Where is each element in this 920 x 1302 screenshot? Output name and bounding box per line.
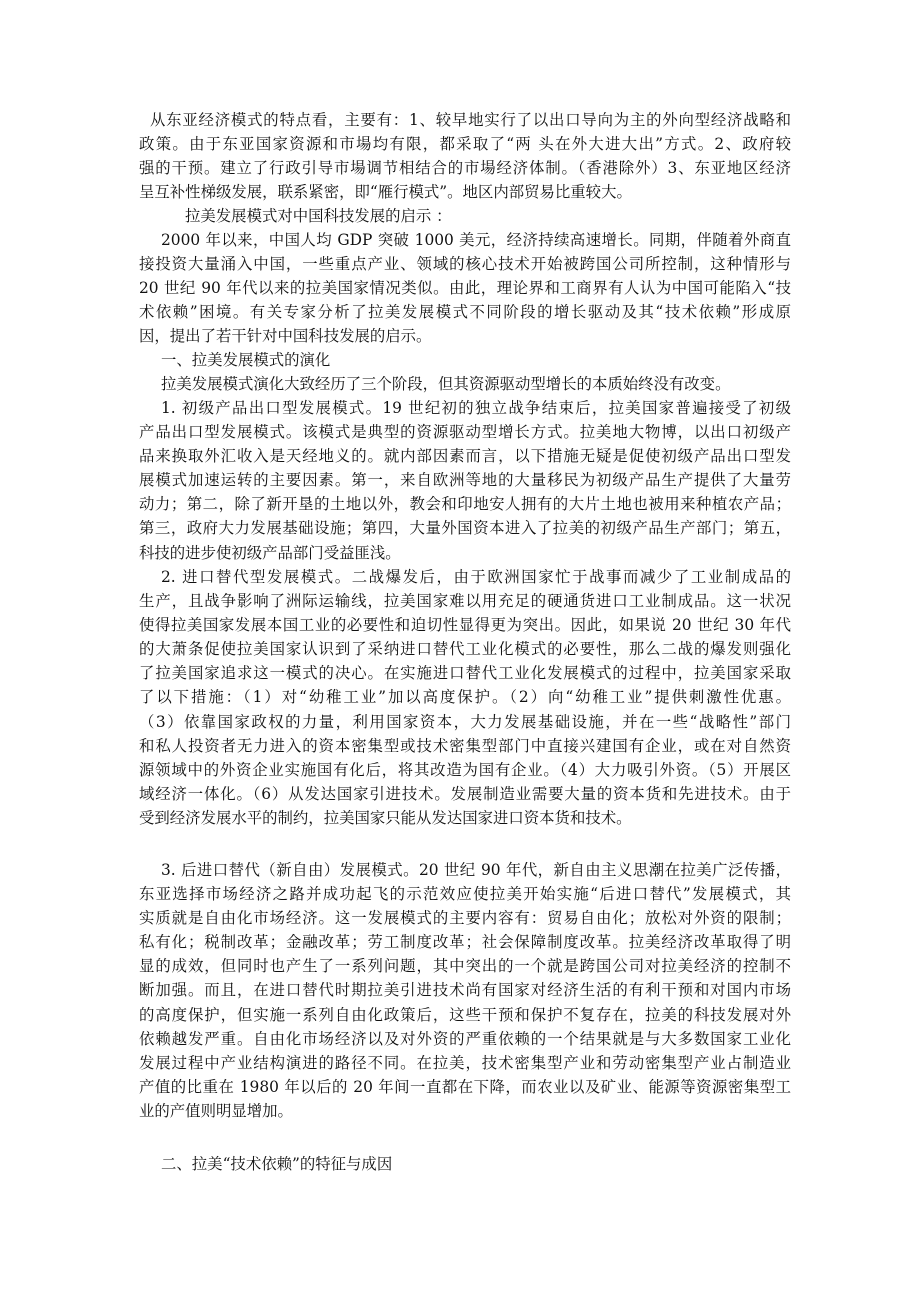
text-line: 生产，且战争影响了洲际运输线，拉美国家难以用充足的硬通货进口工业制成品。这一状况 — [139, 592, 791, 611]
text-line: 依赖越发严重。自由化市场经济以及对外资的严重依赖的一个结果就是与大多数国家工业化 — [139, 1029, 791, 1048]
text-line: 和私人投资者无力进入的资本密集型或技术密集型部门中直接兴建国有企业，或在对自然资 — [139, 736, 791, 755]
text-line: 发展过程中产业结构演进的路径不同。在拉美，技术密集型产业和劳动密集型产业占制造业 — [139, 1053, 791, 1072]
text-line: 一、拉美发展模式的演化 — [161, 351, 331, 369]
text-line: 2. 进口替代型发展模式。二战爆发后，由于欧洲国家忙于战事而减少了工业制成品的 — [161, 568, 791, 586]
text-line: 科技的进步使初级产品部门受益匪浅。 — [139, 543, 401, 562]
section-heading-inspiration — [139, 204, 791, 228]
text-line: 东亚选择市场经济之路并成功起飞的示范效应使拉美开始实施“后进口替代”发展模式，其 — [139, 885, 791, 904]
text-line: 拉美发展模式对中国科技发展的启示 ： — [185, 207, 452, 225]
section-heading-2 — [139, 1152, 791, 1176]
paragraph-intro — [139, 228, 791, 348]
text-line: 了拉美国家追求这一模式的决心。在实施进口替代工业化发展模式的过程中，拉美国家采取 — [139, 664, 791, 683]
text-line: 从东亚经济模式的特点看，主要有：1、较早地实行了以出口导向为主的外向型经济战略和 — [150, 111, 791, 129]
paragraph-evolution-summary — [139, 372, 791, 396]
text-line: 实质就是自由化市场经济。这一发展模式的主要内容有：贸易自由化；放松对外资的限制； — [139, 909, 791, 928]
paragraph-east-asia-model — [139, 108, 791, 204]
text-line: 术依赖”困境。有关专家分析了拉美发展模式不同阶段的增长驱动及其“技术依赖”形成原 — [139, 303, 791, 322]
text-line: 产值的比重在 1980 年以后的 20 年间一直都在下降，而农业以及矿业、能源等资源密集型工 — [139, 1077, 791, 1096]
text-line: 强的干预。建立了行政引导市場调节相结合的市場经济体制。（香港除外）3、东亚地区经济 — [139, 159, 791, 178]
text-line: 拉美发展模式演化大致经历了三个阶段，但其资源驱动型增长的本质始终没有改变。 — [161, 375, 731, 393]
text-line: 动力；第二，除了新开垦的土地以外，教会和印地安人拥有的大片土地也被用来种植农产品； — [139, 495, 791, 514]
text-line: 使得拉美国家发展本国工业的必要性和迫切性显得更为突出。因此，如果说 20 世纪 30 年代 — [139, 616, 791, 635]
text-line: 接投资大量涌入中国，一些重点产业、领域的核心技术开始被跨国公司所控制，这种情形与 — [139, 255, 791, 274]
text-line: 的高度保护，但实施一系列自由化政策后，这些干预和保护不复存在，拉美的科技发展对外 — [139, 1005, 791, 1024]
text-line: 业的产值则明显增加。 — [139, 1101, 293, 1120]
text-line: 产品出口型发展模式。该模式是典型的资源驱动型增长方式。拉美地大物博，以出口初级产 — [139, 423, 791, 442]
text-line: 3. 后进口替代（新自由）发展模式。20 世纪 90 年代，新自由主义思潮在拉美广泛传播， — [161, 861, 791, 879]
text-line: 第三，政府大力发展基础设施；第四，大量外国资本进入了拉美的初级产品生产部门；第五， — [139, 519, 791, 538]
text-line: 呈互补性梯级发展，联系紧密，即“雁行模式”。地区内部贸易比重较大。 — [139, 183, 632, 202]
text-line: 域经济一体化。（6）从发达国家引进技术。发展制造业需要大量的资本货和先进技术。由于 — [139, 784, 791, 803]
text-line: 二、拉美“技术依赖”的特征与成因 — [161, 1155, 393, 1173]
text-line: 展模式加速运转的主要因素。第一，来自欧洲等地的大量移民为初级产品生产提供了大量劳 — [139, 471, 791, 490]
paragraph-primary-export-model — [139, 396, 791, 565]
text-line: 受到经济发展水平的制约，拉美国家只能从发达国家进口资本货和技术。 — [139, 808, 632, 827]
text-line: （3）依靠国家政权的力量，利用国家资本，大力发展基础设施，并在一些“战略性”部门 — [139, 712, 791, 731]
text-line: 政策。由于东亚国家资源和市場均有限，都采取了“两 头在外大进大出”方式。2、政府较 — [139, 135, 791, 154]
text-line: 1. 初级产品出口型发展模式。19 世纪初的独立战争结束后，拉美国家普遍接受了初级 — [161, 399, 791, 417]
text-line: 显的成效，但同时也产生了一系列问题，其中突出的一个就是跨国公司对拉美经济的控制不 — [139, 957, 791, 976]
text-line: 因，提出了若干针对中国科技发展的启示。 — [139, 327, 432, 346]
text-line: 20 世纪 90 年代以来的拉美国家情况类似。由此，理论界和工商界有人认为中国可能陷入“技 — [139, 279, 791, 298]
text-line: 2000 年以来，中国人均 GDP 突破 1000 美元，经济持续高速增长。同期，伴随着外商直 — [161, 231, 791, 249]
paragraph-post-import-substitution-model — [139, 858, 791, 1123]
text-line: 私有化；税制改革；金融改革；劳工制度改革；社会保障制度改革。拉美经济改革取得了明 — [139, 933, 791, 952]
paragraph-import-substitution-model — [139, 565, 791, 830]
text-line: 了以下措施：（1）对“幼稚工业”加以高度保护。（2）向“幼稚工业”提供刺激性优惠。 — [139, 688, 791, 707]
text-line: 断加强。而且，在进口替代时期拉美引进技术尚有国家对经济生活的有利干预和对国内市场 — [139, 981, 791, 1000]
text-line: 源领域中的外资企业实施国有化后，将其改造为国有企业。（4）大力吸引外资。（5）开展区 — [139, 760, 791, 779]
text-line: 的大萧条促使拉美国家认识到了采纳进口替代工业化模式的必要性，那么二战的爆发则强化 — [139, 640, 791, 659]
section-heading-1 — [139, 348, 791, 372]
text-line: 品来换取外汇收入是天经地义的。就内部因素而言，以下措施无疑是促使初级产品出口型发 — [139, 447, 791, 466]
